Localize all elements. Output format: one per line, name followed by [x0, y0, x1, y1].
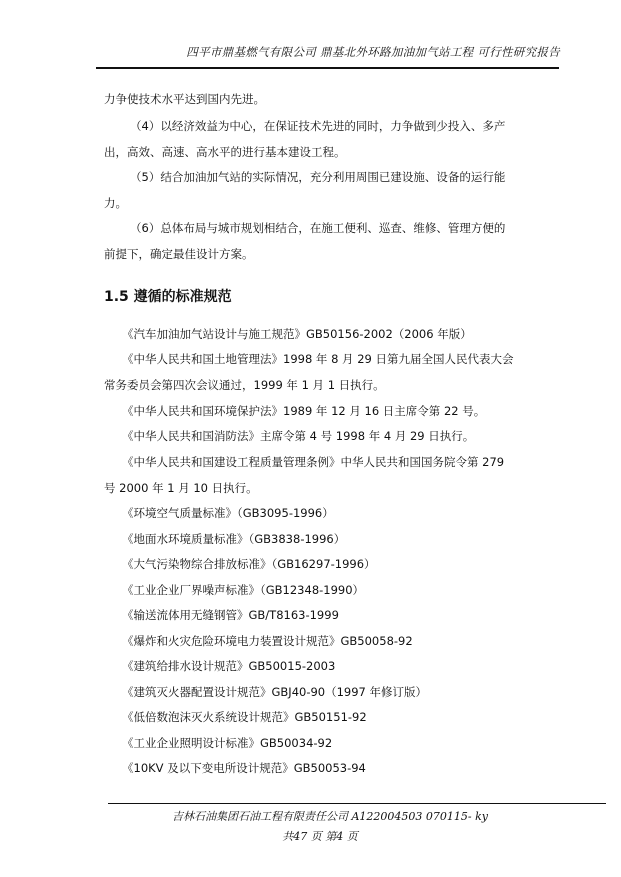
body-line-4: （5）结合加油加气站的实际情况，充分利用周围已建设施、设备的运行能 — [130, 170, 506, 184]
section-heading: 1.5 遵循的标准规范 — [104, 289, 232, 305]
standard-item-2: 《中华人民共和国土地管理法》1998 年 8 月 29 日第九届全国人民代表大会 — [122, 352, 514, 366]
standard-item-8: 《大气污染物综合排放标准》（GB16297-1996） — [122, 557, 376, 571]
standard-item-13: 《建筑灭火器配置设计规范》GBJ40-90（1997 年修订版） — [122, 685, 428, 699]
standard-item-12: 《建筑给排水设计规范》GB50015-2003 — [122, 659, 336, 673]
standard-item-1: 《汽车加油加气站设计与施工规范》GB50156-2002（2006 年版） — [122, 327, 472, 341]
standard-item-5-cont: 号 2000 年 1 月 10 日执行。 — [104, 481, 258, 495]
standard-item-2-cont: 常务委员会第四次会议通过，1999 年 1 月 1 日执行。 — [104, 378, 385, 392]
standard-item-16: 《10KV 及以下变电所设计规范》GB50053-94 — [122, 761, 366, 775]
body-line-6: （6）总体布局与城市规划相结合，在施工便利、巡查、维修、管理方便的 — [130, 221, 506, 235]
body-line-5: 力。 — [104, 196, 127, 210]
footer-page-number: 共47 页 第4 页 — [282, 830, 358, 843]
standard-item-7: 《地面水环境质量标准》（GB3838-1996） — [122, 532, 346, 546]
standard-item-10: 《输送流体用无缝钢管》GB/T8163-1999 — [122, 608, 339, 622]
standard-item-14: 《低倍数泡沫灭火系统设计规范》GB50151-92 — [122, 710, 367, 724]
footer-organization: 吉林石油集团石油工程有限责任公司 A122004503 070115- ky — [171, 810, 488, 823]
footer-rule — [108, 803, 606, 804]
standard-item-11: 《爆炸和火灾危险环境电力装置设计规范》GB50058-92 — [122, 634, 413, 648]
body-line-3: 出，高效、高速、高水平的进行基本建设工程。 — [104, 145, 346, 159]
standard-item-3: 《中华人民共和国环境保护法》1989 年 12 月 16 日主席令第 22 号。 — [122, 404, 486, 418]
standard-item-5: 《中华人民共和国建设工程质量管理条例》中华人民共和国国务院令第 279 — [122, 455, 505, 469]
body-line-2: （4）以经济效益为中心，在保证技术先进的同时，力争做到少投入、多产 — [130, 119, 506, 133]
header-rule — [96, 67, 559, 69]
body-line-7: 前提下，确定最佳设计方案。 — [104, 247, 254, 261]
body-line-1: 力争使技术水平达到国内先进。 — [104, 92, 265, 106]
standard-item-6: 《环境空气质量标准》（GB3095-1996） — [122, 506, 334, 520]
standard-item-4: 《中华人民共和国消防法》主席令第 4 号 1998 年 4 月 29 日执行。 — [122, 429, 475, 443]
page-header-title: 四平市鼎基燃气有限公司 鼎基北外环路加油加气站工程 可行性研究报告 — [186, 45, 560, 59]
standard-item-15: 《工业企业照明设计标准》GB50034-92 — [122, 736, 333, 750]
standard-item-9: 《工业企业厂界噪声标准》（GB12348-1990） — [122, 583, 365, 597]
